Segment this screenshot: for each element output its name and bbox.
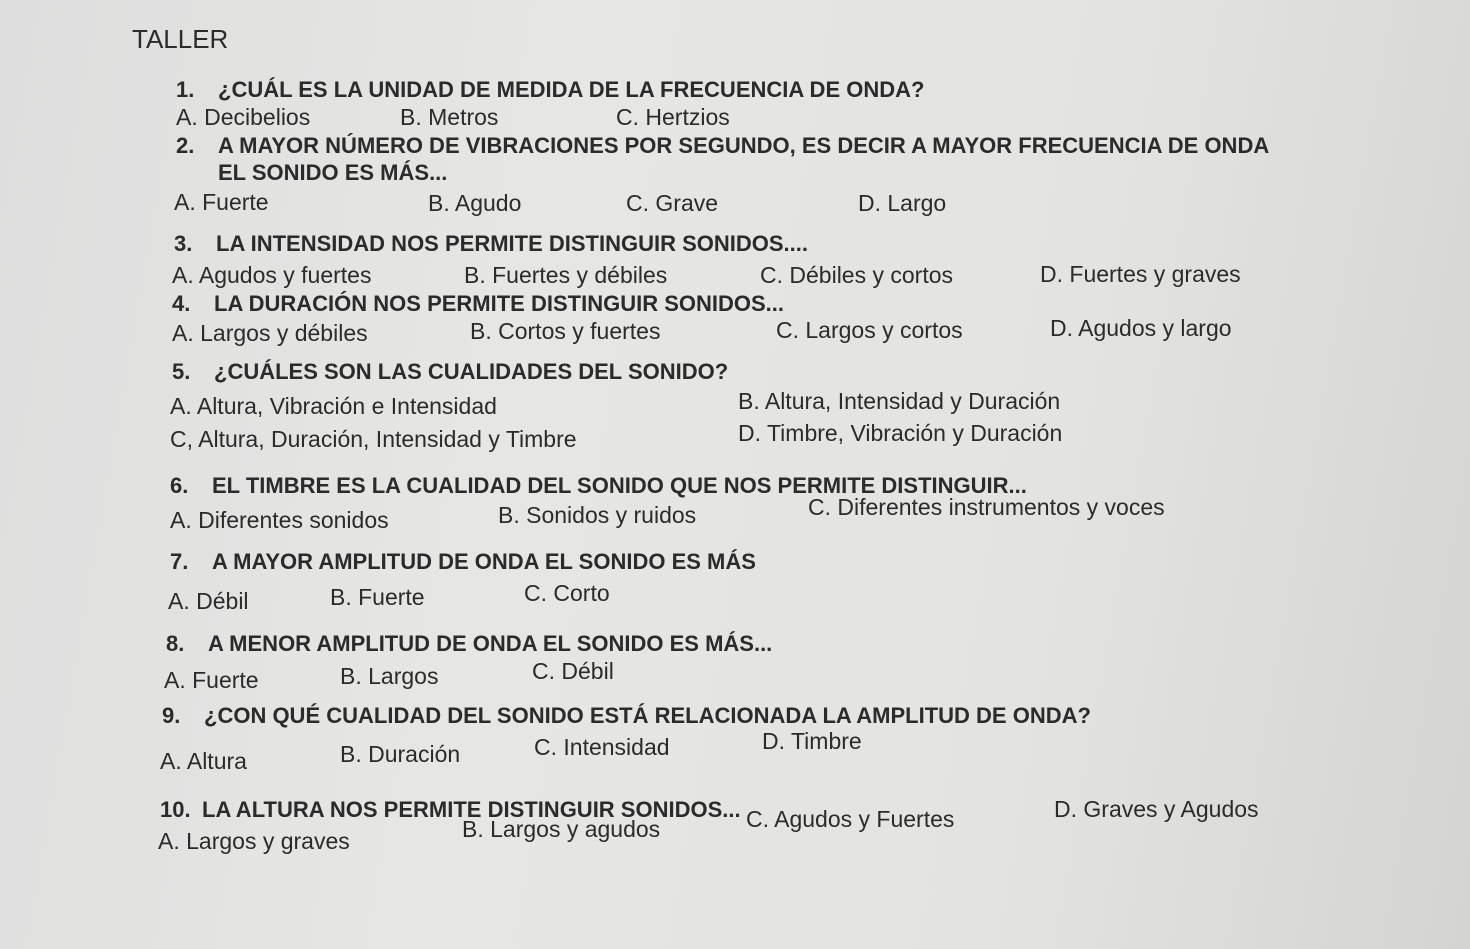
option-4d: D. Agudos y largo bbox=[1050, 315, 1232, 341]
worksheet-title: TALLER bbox=[132, 24, 229, 54]
option-2a: A. Fuerte bbox=[174, 189, 269, 215]
option-9a: A. Altura bbox=[160, 748, 247, 774]
option-8c: C. Débil bbox=[532, 658, 614, 684]
option-10b: B. Largos y agudos bbox=[462, 816, 661, 842]
question-text: LA ALTURA NOS PERMITE DISTINGUIR SONIDOS... bbox=[202, 797, 741, 822]
question-4 bbox=[172, 290, 784, 317]
option-6a: A. Diferentes sonidos bbox=[170, 507, 389, 533]
question-number: 10. bbox=[160, 797, 191, 822]
option-3a: A. Agudos y fuertes bbox=[172, 262, 372, 288]
question-number: 7. bbox=[170, 549, 189, 574]
option-3c: C. Débiles y cortos bbox=[760, 262, 954, 288]
question-text: A MENOR AMPLITUD DE ONDA EL SONIDO ES MÁS... bbox=[208, 631, 773, 656]
option-4a: A. Largos y débiles bbox=[172, 320, 368, 346]
question-8 bbox=[166, 630, 772, 657]
option-10d: D. Graves y Agudos bbox=[1054, 796, 1259, 822]
option-3d: D. Fuertes y graves bbox=[1040, 261, 1241, 287]
option-4c: C. Largos y cortos bbox=[776, 317, 963, 343]
question-number: 9. bbox=[162, 703, 181, 728]
option-6b: B. Sonidos y ruidos bbox=[498, 502, 697, 528]
option-5d: D. Timbre, Vibración y Duración bbox=[738, 420, 1063, 446]
question-text: A MAYOR AMPLITUD DE ONDA EL SONIDO ES MÁS bbox=[212, 549, 756, 574]
question-7 bbox=[170, 548, 756, 575]
question-text: A MAYOR NÚMERO DE VIBRACIONES POR SEGUNDO, ES DECIR A MAYOR FRECUENCIA DE ONDA bbox=[218, 133, 1270, 158]
question-number: 1. bbox=[176, 77, 195, 102]
question-number: 2. bbox=[176, 133, 195, 158]
option-4b: B. Cortos y fuertes bbox=[470, 318, 661, 344]
option-7a: A. Débil bbox=[168, 588, 249, 614]
option-6c: C. Diferentes instrumentos y voces bbox=[808, 494, 1165, 520]
question-text-continued: EL SONIDO ES MÁS... bbox=[218, 160, 448, 185]
question-text: LA DURACIÓN NOS PERMITE DISTINGUIR SONIDOS... bbox=[214, 291, 784, 316]
option-8b: B. Largos bbox=[340, 663, 439, 689]
option-2d: D. Largo bbox=[858, 190, 947, 216]
question-text: ¿CON QUÉ CUALIDAD DEL SONIDO ESTÁ RELACIONADA LA AMPLITUD DE ONDA? bbox=[204, 703, 1091, 728]
question-3 bbox=[174, 230, 808, 257]
question-number: 8. bbox=[166, 631, 185, 656]
option-1c: C. Hertzios bbox=[616, 104, 730, 130]
question-2 bbox=[176, 132, 1269, 186]
question-number: 3. bbox=[174, 231, 193, 256]
question-text: ¿CUÁLES SON LAS CUALIDADES DEL SONIDO? bbox=[214, 359, 729, 384]
question-number: 4. bbox=[172, 291, 191, 316]
option-1b: B. Metros bbox=[400, 104, 499, 130]
option-7b: B. Fuerte bbox=[330, 584, 425, 610]
option-10c: C. Agudos y Fuertes bbox=[746, 806, 955, 832]
option-5c: C, Altura, Duración, Intensidad y Timbre bbox=[170, 426, 577, 452]
option-1a: A. Decibelios bbox=[176, 104, 311, 130]
option-5b: B. Altura, Intensidad y Duración bbox=[738, 388, 1061, 414]
option-3b: B. Fuertes y débiles bbox=[464, 262, 668, 288]
question-number: 5. bbox=[172, 359, 191, 384]
option-7c: C. Corto bbox=[524, 580, 610, 606]
option-9c: C. Intensidad bbox=[534, 734, 670, 760]
option-2b: B. Agudo bbox=[428, 190, 522, 216]
question-1 bbox=[176, 76, 924, 103]
question-number: 6. bbox=[170, 473, 189, 498]
option-9d: D. Timbre bbox=[762, 728, 862, 754]
option-5a: A. Altura, Vibración e Intensidad bbox=[170, 393, 497, 419]
question-text: ¿CUÁL ES LA UNIDAD DE MEDIDA DE LA FRECUENCIA DE ONDA? bbox=[218, 77, 925, 102]
question-9 bbox=[162, 702, 1091, 729]
question-text: LA INTENSIDAD NOS PERMITE DISTINGUIR SONIDOS.... bbox=[216, 231, 809, 256]
option-10a: A. Largos y graves bbox=[158, 828, 350, 854]
question-text: EL TIMBRE ES LA CUALIDAD DEL SONIDO QUE NOS PERMITE DISTINGUIR... bbox=[212, 473, 1027, 498]
option-2c: C. Grave bbox=[626, 190, 719, 216]
option-8a: A. Fuerte bbox=[164, 667, 259, 693]
question-5 bbox=[172, 358, 728, 385]
option-9b: B. Duración bbox=[340, 741, 461, 767]
